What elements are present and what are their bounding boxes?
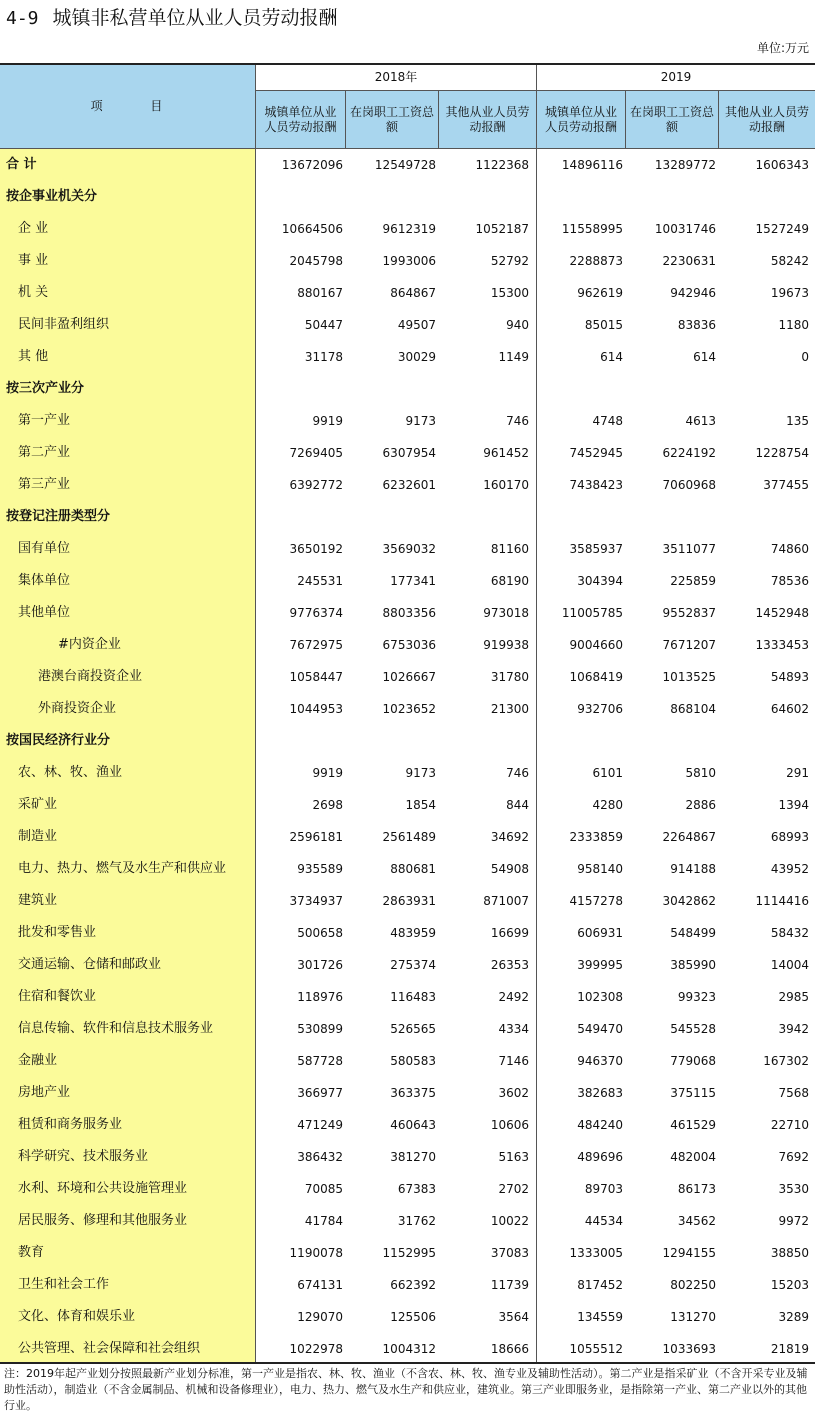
cell-value: 961452 bbox=[483, 446, 529, 460]
table-row bbox=[0, 213, 815, 245]
cell-value: 2702 bbox=[498, 1182, 529, 1196]
cell-value: 7452945 bbox=[569, 446, 623, 460]
table-row bbox=[0, 533, 815, 565]
cell-value: 1149 bbox=[498, 350, 529, 364]
cell-value: 399995 bbox=[577, 958, 623, 972]
cell-value: 160170 bbox=[483, 478, 529, 492]
cell-value: 26353 bbox=[490, 958, 529, 972]
cell-value: 135 bbox=[786, 414, 809, 428]
cell-value: 549470 bbox=[577, 1022, 623, 1036]
table-row bbox=[0, 981, 815, 1013]
row-label: 电力、热力、燃气及水生产和供应业 bbox=[18, 861, 227, 876]
cell-value: 118976 bbox=[297, 990, 343, 1004]
table-row bbox=[0, 1237, 815, 1269]
cell-value: 2288873 bbox=[569, 254, 623, 268]
cell-value: 1993006 bbox=[382, 254, 436, 268]
table-row bbox=[0, 629, 815, 661]
cell-value: 11558995 bbox=[561, 222, 623, 236]
cell-value: 2230631 bbox=[662, 254, 716, 268]
cell-value: 6224192 bbox=[662, 446, 716, 460]
row-label: 港澳台商投资企业 bbox=[38, 669, 143, 684]
cell-value: 34562 bbox=[677, 1214, 716, 1228]
header-year-2018: 2018年 bbox=[256, 65, 536, 91]
row-label: 居民服务、修理和其他服务业 bbox=[18, 1213, 188, 1228]
cell-value: 526565 bbox=[390, 1022, 436, 1036]
cell-value: 746 bbox=[506, 414, 529, 428]
table-row bbox=[0, 1205, 815, 1237]
cell-value: 64602 bbox=[770, 702, 809, 716]
table-row bbox=[0, 565, 815, 597]
cell-value: 13672096 bbox=[281, 158, 343, 172]
row-label: 民间非盈利组织 bbox=[18, 317, 110, 332]
cell-value: 43952 bbox=[770, 862, 809, 876]
cell-value: 11739 bbox=[490, 1278, 529, 1292]
table-row bbox=[0, 1013, 815, 1045]
cell-value: 548499 bbox=[670, 926, 716, 940]
cell-value: 1394 bbox=[778, 798, 809, 812]
header-other-2018: 其他从业人员劳动报酬 bbox=[438, 91, 536, 149]
cell-value: 68190 bbox=[490, 574, 529, 588]
cell-value: 22710 bbox=[770, 1118, 809, 1132]
row-label: 采矿业 bbox=[18, 797, 58, 812]
cell-value: 15300 bbox=[490, 286, 529, 300]
cell-value: 880167 bbox=[297, 286, 343, 300]
cell-value: 58242 bbox=[770, 254, 809, 268]
cell-value: 1294155 bbox=[662, 1246, 716, 1260]
table-row bbox=[0, 757, 815, 789]
cell-value: 9004660 bbox=[569, 638, 623, 652]
table-row bbox=[0, 661, 815, 693]
table-row bbox=[0, 853, 815, 885]
cell-value: 5163 bbox=[498, 1150, 529, 1164]
cell-value: 958140 bbox=[577, 862, 623, 876]
cell-value: 3734937 bbox=[289, 894, 343, 908]
cell-value: 7672975 bbox=[289, 638, 343, 652]
cell-value: 3942 bbox=[778, 1022, 809, 1036]
cell-value: 1190078 bbox=[289, 1246, 343, 1260]
cell-value: 1228754 bbox=[755, 446, 809, 460]
cell-value: 14004 bbox=[770, 958, 809, 972]
table-row bbox=[0, 469, 815, 501]
section-row bbox=[0, 149, 815, 181]
cell-value: 3602 bbox=[498, 1086, 529, 1100]
header-item: 项 目 bbox=[0, 65, 256, 149]
cell-value: 11005785 bbox=[561, 606, 623, 620]
cell-value: 34692 bbox=[490, 830, 529, 844]
cell-value: 134559 bbox=[577, 1310, 623, 1324]
cell-value: 31780 bbox=[490, 670, 529, 684]
header-year-2019: 2019 bbox=[536, 65, 815, 91]
table-row bbox=[0, 277, 815, 309]
cell-value: 2492 bbox=[498, 990, 529, 1004]
cell-value: 545528 bbox=[670, 1022, 716, 1036]
cell-value: 4334 bbox=[498, 1022, 529, 1036]
cell-value: 483959 bbox=[390, 926, 436, 940]
header-wage-2018: 在岗职工工资总额 bbox=[345, 91, 438, 149]
cell-value: 125506 bbox=[390, 1310, 436, 1324]
cell-value: 1527249 bbox=[755, 222, 809, 236]
row-label: 其他单位 bbox=[18, 605, 71, 620]
cell-value: 587728 bbox=[297, 1054, 343, 1068]
table-body bbox=[0, 149, 815, 1365]
cell-value: 386432 bbox=[297, 1150, 343, 1164]
row-label: 按企事业机关分 bbox=[6, 189, 98, 204]
row-label: 卫生和社会工作 bbox=[18, 1277, 110, 1292]
row-label: 按登记注册类型分 bbox=[6, 509, 111, 524]
row-label: 其 他 bbox=[18, 349, 49, 364]
cell-value: 2596181 bbox=[289, 830, 343, 844]
table-row bbox=[0, 597, 815, 629]
cell-value: 482004 bbox=[670, 1150, 716, 1164]
header-total-2019: 城镇单位从业人员劳动报酬 bbox=[536, 91, 625, 149]
section-row bbox=[0, 501, 815, 533]
cell-value: 3289 bbox=[778, 1310, 809, 1324]
cell-value: 530899 bbox=[297, 1022, 343, 1036]
cell-value: 5810 bbox=[685, 766, 716, 780]
row-label: 合 计 bbox=[6, 157, 37, 172]
cell-value: 366977 bbox=[297, 1086, 343, 1100]
cell-value: 245531 bbox=[297, 574, 343, 588]
row-label: 住宿和餐饮业 bbox=[18, 989, 97, 1004]
cell-value: 1058447 bbox=[289, 670, 343, 684]
cell-value: 21819 bbox=[770, 1342, 809, 1356]
row-label: 金融业 bbox=[18, 1053, 58, 1068]
cell-value: 1022978 bbox=[289, 1342, 343, 1356]
cell-value: 6101 bbox=[592, 766, 623, 780]
cell-value: 89703 bbox=[584, 1182, 623, 1196]
row-label: 教育 bbox=[18, 1245, 45, 1260]
cell-value: 580583 bbox=[390, 1054, 436, 1068]
cell-value: 52792 bbox=[490, 254, 529, 268]
cell-value: 460643 bbox=[390, 1118, 436, 1132]
table-row bbox=[0, 1173, 815, 1205]
table-row bbox=[0, 1141, 815, 1173]
cell-value: 1055512 bbox=[569, 1342, 623, 1356]
row-label: 交通运输、仓储和邮政业 bbox=[18, 957, 162, 972]
cell-value: 7269405 bbox=[289, 446, 343, 460]
table-row bbox=[0, 1045, 815, 1077]
cell-value: 50447 bbox=[304, 318, 343, 332]
row-label: 批发和零售业 bbox=[18, 925, 97, 940]
cell-value: 1004312 bbox=[382, 1342, 436, 1356]
cell-value: 12549728 bbox=[374, 158, 436, 172]
cell-value: 746 bbox=[506, 766, 529, 780]
cell-value: 484240 bbox=[577, 1118, 623, 1132]
cell-value: 817452 bbox=[577, 1278, 623, 1292]
cell-value: 2561489 bbox=[382, 830, 436, 844]
table-row bbox=[0, 917, 815, 949]
cell-value: 3569032 bbox=[382, 542, 436, 556]
cell-value: 9919 bbox=[312, 766, 343, 780]
cell-value: 1452948 bbox=[755, 606, 809, 620]
cell-value: 58432 bbox=[770, 926, 809, 940]
cell-value: 1333453 bbox=[755, 638, 809, 652]
cell-value: 779068 bbox=[670, 1054, 716, 1068]
cell-value: 606931 bbox=[577, 926, 623, 940]
row-label: 外商投资企业 bbox=[38, 701, 117, 716]
row-label: 建筑业 bbox=[18, 893, 58, 908]
footnote: 注：2019年起产业划分按照最新产业划分标准，第一产业是指农、林、牧、渔业（不含农、林、牧、渔专业及辅助性活动）。第二产业是指采矿业（不含开采专业及辅助性活动），制造业（不含金属制品、机械和设备修理业），电力、热力、燃气及水生产和供应业，建筑业。第三产业即服务业，是指除第一产业、第二产业以外的其他行业。 bbox=[4, 1367, 808, 1412]
table-title: 城镇非私营单位从业人员劳动报酬 bbox=[52, 7, 338, 29]
cell-value: 81160 bbox=[490, 542, 529, 556]
cell-value: 614 bbox=[693, 350, 716, 364]
cell-value: 177341 bbox=[390, 574, 436, 588]
cell-value: 31762 bbox=[397, 1214, 436, 1228]
cell-value: 30029 bbox=[397, 350, 436, 364]
cell-value: 7146 bbox=[498, 1054, 529, 1068]
bottom-rule bbox=[0, 1362, 815, 1364]
cell-value: 871007 bbox=[483, 894, 529, 908]
cell-value: 49507 bbox=[397, 318, 436, 332]
cell-value: 1114416 bbox=[755, 894, 809, 908]
cell-value: 1854 bbox=[405, 798, 436, 812]
cell-value: 2985 bbox=[778, 990, 809, 1004]
table-row bbox=[0, 821, 815, 853]
cell-value: 662392 bbox=[390, 1278, 436, 1292]
section-row bbox=[0, 181, 815, 213]
cell-value: 70085 bbox=[304, 1182, 343, 1196]
cell-value: 3511077 bbox=[662, 542, 716, 556]
cell-value: 86173 bbox=[677, 1182, 716, 1196]
table-row bbox=[0, 437, 815, 469]
row-label: 按国民经济行业分 bbox=[6, 733, 111, 748]
row-label: #内资企业 bbox=[58, 637, 121, 652]
cell-value: 10664506 bbox=[281, 222, 343, 236]
cell-value: 4157278 bbox=[569, 894, 623, 908]
cell-value: 2264867 bbox=[662, 830, 716, 844]
cell-value: 674131 bbox=[297, 1278, 343, 1292]
cell-value: 932706 bbox=[577, 702, 623, 716]
cell-value: 9919 bbox=[312, 414, 343, 428]
cell-value: 940 bbox=[506, 318, 529, 332]
cell-value: 2886 bbox=[685, 798, 716, 812]
cell-value: 301726 bbox=[297, 958, 343, 972]
cell-value: 7438423 bbox=[569, 478, 623, 492]
cell-value: 2863931 bbox=[382, 894, 436, 908]
cell-value: 9552837 bbox=[662, 606, 716, 620]
cell-value: 37083 bbox=[490, 1246, 529, 1260]
cell-value: 3650192 bbox=[289, 542, 343, 556]
cell-value: 6392772 bbox=[289, 478, 343, 492]
row-label: 机 关 bbox=[18, 285, 49, 300]
cell-value: 377455 bbox=[763, 478, 809, 492]
cell-value: 7671207 bbox=[662, 638, 716, 652]
cell-value: 9776374 bbox=[289, 606, 343, 620]
cell-value: 31178 bbox=[304, 350, 343, 364]
cell-value: 385990 bbox=[670, 958, 716, 972]
cell-value: 9972 bbox=[778, 1214, 809, 1228]
cell-value: 1033693 bbox=[662, 1342, 716, 1356]
cell-value: 41784 bbox=[304, 1214, 343, 1228]
cell-value: 1122368 bbox=[475, 158, 529, 172]
table-row bbox=[0, 245, 815, 277]
cell-value: 10031746 bbox=[654, 222, 716, 236]
header-wage-2019: 在岗职工工资总额 bbox=[625, 91, 718, 149]
cell-value: 1023652 bbox=[382, 702, 436, 716]
row-label: 房地产业 bbox=[18, 1085, 71, 1100]
table-row bbox=[0, 1301, 815, 1333]
cell-value: 14896116 bbox=[561, 158, 623, 172]
cell-value: 16699 bbox=[490, 926, 529, 940]
cell-value: 1026667 bbox=[382, 670, 436, 684]
cell-value: 54908 bbox=[490, 862, 529, 876]
cell-value: 9612319 bbox=[382, 222, 436, 236]
cell-value: 382683 bbox=[577, 1086, 623, 1100]
cell-value: 802250 bbox=[670, 1278, 716, 1292]
table-header bbox=[0, 65, 815, 149]
row-label: 科学研究、技术服务业 bbox=[18, 1149, 149, 1164]
cell-value: 85015 bbox=[584, 318, 623, 332]
row-label: 按三次产业分 bbox=[6, 381, 85, 396]
cell-value: 868104 bbox=[670, 702, 716, 716]
table-row bbox=[0, 885, 815, 917]
cell-value: 962619 bbox=[577, 286, 623, 300]
cell-value: 78536 bbox=[770, 574, 809, 588]
cell-value: 4613 bbox=[685, 414, 716, 428]
cell-value: 2045798 bbox=[289, 254, 343, 268]
cell-value: 7060968 bbox=[662, 478, 716, 492]
cell-value: 3564 bbox=[498, 1310, 529, 1324]
row-label: 租赁和商务服务业 bbox=[18, 1117, 123, 1132]
row-label: 第三产业 bbox=[18, 477, 71, 492]
cell-value: 1052187 bbox=[475, 222, 529, 236]
cell-value: 18666 bbox=[490, 1342, 529, 1356]
table-row bbox=[0, 405, 815, 437]
cell-value: 4280 bbox=[592, 798, 623, 812]
cell-value: 1180 bbox=[778, 318, 809, 332]
row-label: 集体单位 bbox=[18, 573, 71, 588]
cell-value: 363375 bbox=[390, 1086, 436, 1100]
cell-value: 1333005 bbox=[569, 1246, 623, 1260]
table-number: 4-9 bbox=[6, 8, 39, 29]
cell-value: 844 bbox=[506, 798, 529, 812]
cell-value: 7692 bbox=[778, 1150, 809, 1164]
cell-value: 304394 bbox=[577, 574, 623, 588]
cell-value: 9173 bbox=[405, 414, 436, 428]
cell-value: 116483 bbox=[390, 990, 436, 1004]
section-row bbox=[0, 725, 815, 757]
cell-value: 13289772 bbox=[654, 158, 716, 172]
row-label: 第一产业 bbox=[18, 413, 71, 428]
cell-value: 19673 bbox=[770, 286, 809, 300]
cell-value: 9173 bbox=[405, 766, 436, 780]
row-label: 文化、体育和娱乐业 bbox=[18, 1309, 136, 1324]
row-label: 制造业 bbox=[18, 829, 58, 844]
table-row bbox=[0, 693, 815, 725]
row-label: 第二产业 bbox=[18, 445, 71, 460]
cell-value: 1044953 bbox=[289, 702, 343, 716]
cell-value: 6307954 bbox=[382, 446, 436, 460]
cell-value: 2698 bbox=[312, 798, 343, 812]
table-row bbox=[0, 309, 815, 341]
header-other-2019: 其他从业人员劳动报酬 bbox=[718, 91, 815, 149]
cell-value: 74860 bbox=[770, 542, 809, 556]
table-row bbox=[0, 1269, 815, 1301]
cell-value: 10022 bbox=[490, 1214, 529, 1228]
cell-value: 68993 bbox=[770, 830, 809, 844]
cell-value: 3042862 bbox=[662, 894, 716, 908]
cell-value: 946370 bbox=[577, 1054, 623, 1068]
cell-value: 225859 bbox=[670, 574, 716, 588]
cell-value: 4748 bbox=[592, 414, 623, 428]
cell-value: 375115 bbox=[670, 1086, 716, 1100]
row-label: 公共管理、社会保障和社会组织 bbox=[18, 1341, 201, 1356]
cell-value: 38850 bbox=[770, 1246, 809, 1260]
cell-value: 973018 bbox=[483, 606, 529, 620]
table-row bbox=[0, 1333, 815, 1365]
cell-value: 461529 bbox=[670, 1118, 716, 1132]
cell-value: 275374 bbox=[390, 958, 436, 972]
table-row bbox=[0, 1077, 815, 1109]
cell-value: 15203 bbox=[770, 1278, 809, 1292]
row-label: 水利、环境和公共设施管理业 bbox=[18, 1181, 188, 1196]
cell-value: 10606 bbox=[490, 1118, 529, 1132]
cell-value: 44534 bbox=[584, 1214, 623, 1228]
cell-value: 880681 bbox=[390, 862, 436, 876]
cell-value: 914188 bbox=[670, 862, 716, 876]
row-label: 事 业 bbox=[18, 253, 49, 268]
cell-value: 6753036 bbox=[382, 638, 436, 652]
cell-value: 500658 bbox=[297, 926, 343, 940]
cell-value: 7568 bbox=[778, 1086, 809, 1100]
cell-value: 8803356 bbox=[382, 606, 436, 620]
cell-value: 935589 bbox=[297, 862, 343, 876]
table-row bbox=[0, 1109, 815, 1141]
cell-value: 83836 bbox=[677, 318, 716, 332]
row-label: 信息传输、软件和信息技术服务业 bbox=[18, 1021, 214, 1036]
cell-value: 471249 bbox=[297, 1118, 343, 1132]
cell-value: 1606343 bbox=[755, 158, 809, 172]
cell-value: 942946 bbox=[670, 286, 716, 300]
row-label: 企 业 bbox=[18, 221, 49, 236]
cell-value: 131270 bbox=[670, 1310, 716, 1324]
cell-value: 102308 bbox=[577, 990, 623, 1004]
cell-value: 21300 bbox=[490, 702, 529, 716]
cell-value: 1152995 bbox=[382, 1246, 436, 1260]
page-title bbox=[6, 4, 338, 32]
unit-label: 单位:万元 bbox=[756, 41, 809, 55]
cell-value: 6232601 bbox=[382, 478, 436, 492]
row-label: 国有单位 bbox=[18, 541, 71, 556]
header-total-2018: 城镇单位从业人员劳动报酬 bbox=[256, 91, 345, 149]
cell-value: 99323 bbox=[677, 990, 716, 1004]
cell-value: 291 bbox=[786, 766, 809, 780]
cell-value: 489696 bbox=[577, 1150, 623, 1164]
cell-value: 54893 bbox=[770, 670, 809, 684]
cell-value: 167302 bbox=[763, 1054, 809, 1068]
cell-value: 67383 bbox=[397, 1182, 436, 1196]
cell-value: 381270 bbox=[390, 1150, 436, 1164]
cell-value: 1068419 bbox=[569, 670, 623, 684]
cell-value: 919938 bbox=[483, 638, 529, 652]
cell-value: 3585937 bbox=[569, 542, 623, 556]
cell-value: 864867 bbox=[390, 286, 436, 300]
cell-value: 2333859 bbox=[569, 830, 623, 844]
cell-value: 129070 bbox=[297, 1310, 343, 1324]
section-row bbox=[0, 373, 815, 405]
table-row bbox=[0, 789, 815, 821]
row-label: 农、林、牧、渔业 bbox=[18, 765, 123, 780]
table-row bbox=[0, 341, 815, 373]
table-row bbox=[0, 949, 815, 981]
cell-value: 3530 bbox=[778, 1182, 809, 1196]
cell-value: 0 bbox=[801, 350, 809, 364]
cell-value: 614 bbox=[600, 350, 623, 364]
cell-value: 1013525 bbox=[662, 670, 716, 684]
